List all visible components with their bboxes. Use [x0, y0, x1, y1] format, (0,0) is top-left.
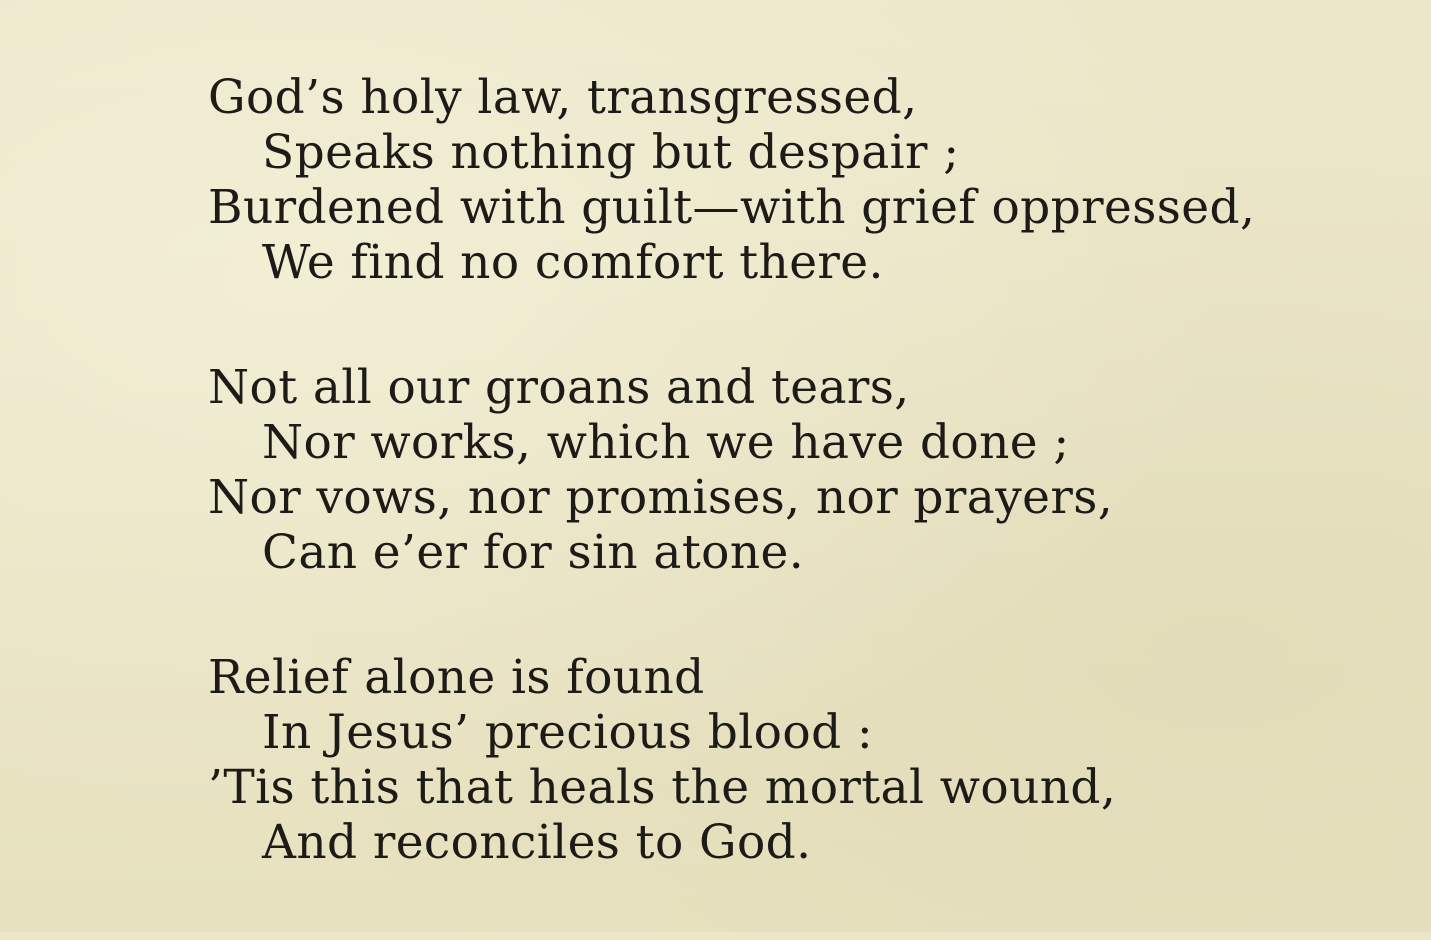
- verse-line: Nor vows, nor promises, nor prayers,: [208, 470, 1114, 525]
- verse-line: And reconciles to God.: [262, 815, 812, 870]
- stanza-1: [208, 70, 1388, 290]
- verse-line: Not all our groans and tears,: [208, 360, 910, 415]
- verse-line: Nor works, which we have done ;: [262, 415, 1070, 470]
- verse-line: In Jesus’ precious blood :: [262, 705, 874, 760]
- verse-line: ’Tis this that heals the mortal wound,: [208, 760, 1117, 815]
- verse-line: We find no comfort there.: [262, 235, 884, 290]
- verse-line: Burdened with guilt—with grief oppressed,: [208, 180, 1256, 235]
- verse-line: Relief alone is found: [208, 650, 705, 705]
- verse-line: Speaks nothing but despair ;: [262, 125, 960, 180]
- hymn-text: [208, 70, 1388, 940]
- verse-line: God’s holy law, transgressed,: [208, 70, 918, 125]
- verse-line: Can e’er for sin atone.: [262, 525, 805, 580]
- stanza-3: [208, 650, 1388, 870]
- stanza-2: [208, 360, 1388, 580]
